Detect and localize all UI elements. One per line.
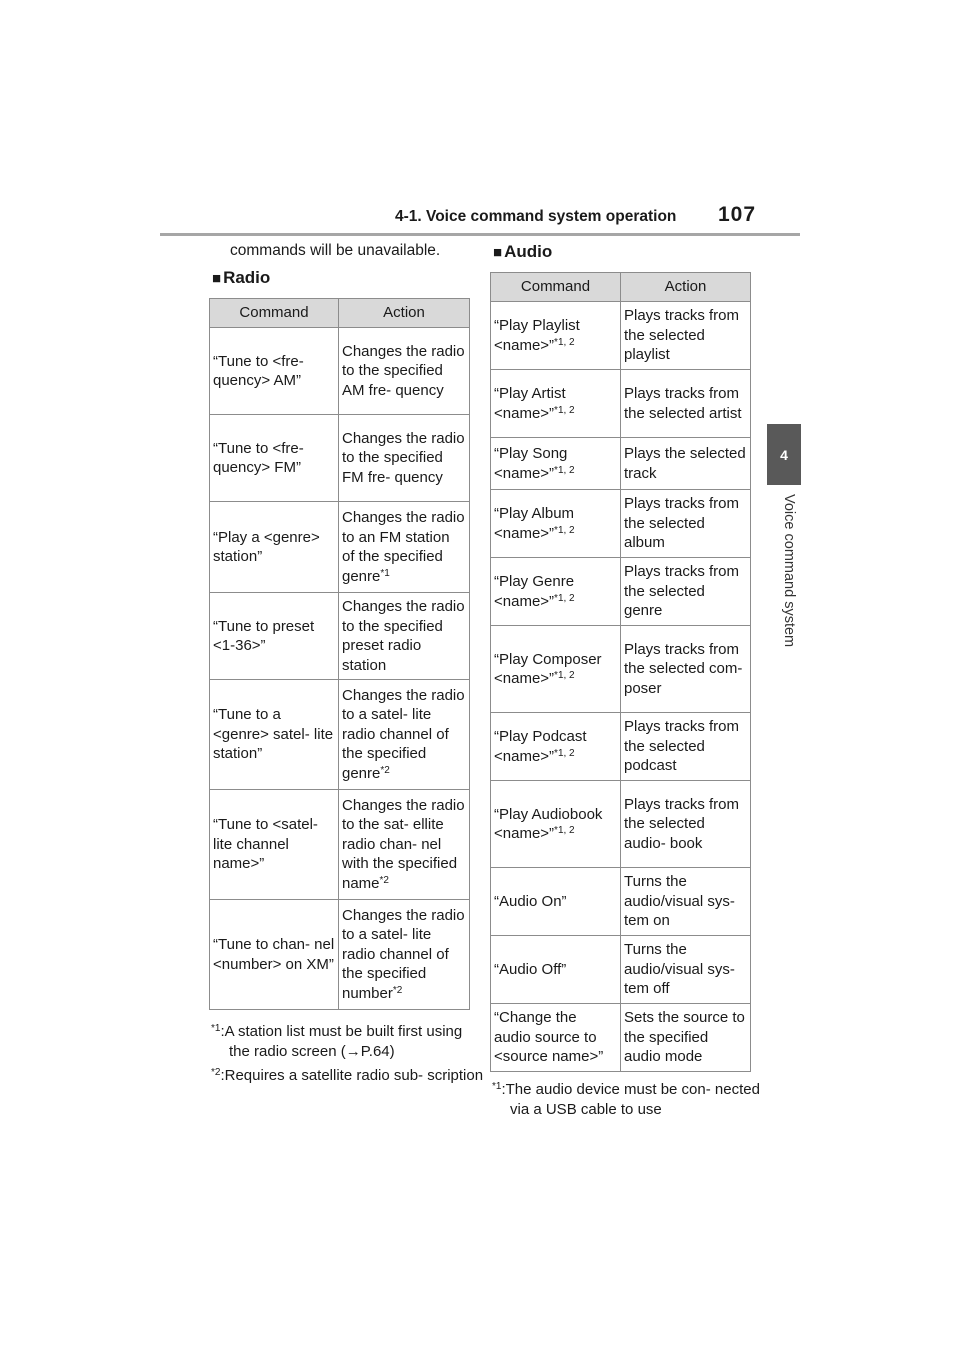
action-cell [339, 790, 470, 900]
footnote-ref: *2 [392, 984, 403, 996]
action-text: Turns the audio/visual sys- tem on [624, 873, 735, 930]
footnote-ref: *1, 2 [554, 336, 575, 348]
action-cell [339, 502, 470, 593]
section-marker-icon: ■ [493, 244, 503, 261]
command-text: “Play a <genre> station” [213, 528, 320, 565]
page-header-title: 4-1. Voice command system operation [395, 208, 677, 225]
radio-command-table [209, 298, 470, 1010]
command-cell [491, 490, 621, 558]
footnote-ref: *1, 2 [554, 404, 575, 416]
table-row [210, 790, 470, 900]
footnote-mark: *1 [492, 1081, 502, 1092]
command-cell [491, 438, 621, 490]
action-text: Changes the radio to the specified AM fre- quency [342, 342, 465, 399]
action-text: Plays tracks from the selected genre [624, 563, 740, 620]
command-cell [210, 502, 339, 593]
footnote [211, 1022, 484, 1062]
footnote-text: :Requires a satellite radio sub- scription [220, 1067, 484, 1084]
section-marker-icon: ■ [212, 270, 222, 287]
table-row [491, 490, 751, 558]
table-row [210, 900, 470, 1010]
command-text: “Tune to <fre- quency> FM” [213, 439, 304, 476]
footnote [492, 1080, 765, 1120]
table-row [491, 302, 751, 370]
command-text: “Play Playlist <name>” [494, 317, 580, 354]
table-header-row [210, 299, 470, 328]
table-row [210, 502, 470, 593]
action-cell [621, 781, 751, 868]
action-cell [621, 490, 751, 558]
chapter-tab: 4 [767, 424, 801, 485]
command-text: “Tune to preset <1-36>” [213, 617, 315, 654]
footnote-ref: *1, 2 [554, 670, 575, 681]
footnote-ref: *1, 2 [554, 464, 575, 476]
command-text: “Audio Off” [494, 960, 567, 978]
command-text: “Play Song <name>” [494, 445, 568, 482]
action-text: Plays the selected track [624, 445, 746, 482]
footnote [211, 1066, 484, 1086]
header-divider [160, 233, 800, 236]
command-cell [210, 328, 339, 415]
column-header-command: Command [210, 299, 339, 328]
command-text: “Tune to a <genre> satel- lite station” [213, 706, 334, 763]
table-row [491, 626, 751, 713]
command-cell [210, 593, 339, 680]
command-text: “Change the audio source to <source name>” [494, 1009, 604, 1066]
command-cell [491, 558, 621, 626]
footnote-mark: *1 [211, 1023, 221, 1034]
table-row [491, 438, 751, 490]
intro-text: commands will be unavailable. [230, 242, 441, 259]
footnote-text: :The audio device must be con- nected via a USB cable to use [501, 1081, 760, 1118]
table-row [210, 593, 470, 680]
audio-command-table [490, 272, 751, 1072]
audio-heading [493, 242, 552, 262]
command-cell [491, 868, 621, 936]
command-text: “Play Album <name>” [494, 505, 575, 542]
action-cell [621, 626, 751, 713]
action-cell [339, 900, 470, 1010]
action-text: Changes the radio to the specified FM fre- quency [342, 429, 465, 486]
table-row [491, 558, 751, 626]
command-text: “Play Artist <name>” [494, 385, 566, 422]
command-cell [210, 680, 339, 790]
command-text: “Tune to <satel- lite channel name>” [213, 816, 318, 873]
action-cell [621, 936, 751, 1004]
table-row [491, 1004, 751, 1072]
command-cell [210, 790, 339, 900]
command-cell [210, 900, 339, 1010]
column-header-action: Action [621, 273, 751, 302]
command-cell [491, 626, 621, 713]
command-cell [491, 302, 621, 370]
action-text: Plays tracks from the selected audio- book [624, 795, 740, 852]
command-text: “Tune to <fre- quency> AM” [213, 352, 304, 389]
command-text: “Play Composer <name>” [494, 650, 602, 687]
action-text: Changes the radio to a satel- lite radio channel of the specified number [342, 906, 465, 1002]
action-text: Plays tracks from the selected playlist [624, 307, 740, 364]
action-cell [339, 328, 470, 415]
table-row [491, 868, 751, 936]
command-text: “Play Audiobook <name>” [494, 805, 603, 842]
action-text: Changes the radio to a satel- lite radio channel of the specified genre [342, 686, 465, 782]
action-cell [621, 868, 751, 936]
table-row [210, 680, 470, 790]
footnote-ref: *2 [379, 874, 389, 886]
action-text: Plays tracks from the selected artist [624, 385, 742, 422]
footnote-ref: *1, 2 [554, 747, 575, 759]
command-cell [491, 781, 621, 868]
command-cell [491, 713, 621, 781]
column-header-action: Action [339, 299, 470, 328]
command-cell [491, 1004, 621, 1072]
column-header-command: Command [491, 273, 621, 302]
footnote-ref: *1 [380, 567, 390, 579]
action-text: Changes the radio to an FM station of the specified genre [342, 509, 465, 585]
action-cell [621, 1004, 751, 1072]
table-row [210, 415, 470, 502]
chapter-side-label: Voice command system [781, 494, 797, 648]
table-row [491, 370, 751, 438]
table-row [210, 328, 470, 415]
action-cell [621, 558, 751, 626]
command-cell [491, 936, 621, 1004]
action-text: Plays tracks from the selected podcast [624, 718, 740, 775]
radio-heading-text: Radio [223, 268, 271, 287]
action-text: Turns the audio/visual sys- tem off [624, 941, 735, 998]
action-cell [621, 370, 751, 438]
action-cell [339, 593, 470, 680]
command-cell [210, 415, 339, 502]
command-cell [491, 370, 621, 438]
action-cell [339, 415, 470, 502]
command-text: “Play Podcast <name>” [494, 728, 587, 765]
footnote-mark: *2 [211, 1067, 221, 1078]
action-cell [621, 302, 751, 370]
command-text: “Audio On” [494, 892, 567, 910]
table-row [491, 936, 751, 1004]
footnote-text: :A station list must be built first using the radio screen (→P.64) [220, 1023, 463, 1060]
action-text: Plays tracks from the selected com- poser [624, 640, 743, 697]
command-text: “Tune to chan- nel <number> on XM” [213, 936, 335, 973]
radio-heading [212, 268, 270, 288]
action-text: Plays tracks from the selected album [624, 495, 740, 552]
action-text: Sets the source to the specified audio mode [624, 1009, 745, 1066]
footnote-ref: *1, 2 [554, 524, 575, 536]
action-cell [621, 713, 751, 781]
table-header-row [491, 273, 751, 302]
action-cell [339, 680, 470, 790]
footnote-ref: *2 [380, 764, 390, 776]
table-row [491, 781, 751, 868]
footnote-ref: *1, 2 [554, 592, 575, 604]
audio-heading-text: Audio [504, 242, 553, 261]
table-row [491, 713, 751, 781]
action-cell [621, 438, 751, 490]
action-text: Changes the radio to the specified preset radio station [342, 598, 465, 674]
command-text: “Play Genre <name>” [494, 573, 575, 610]
footnote-ref: *1, 2 [554, 825, 575, 836]
page-number: 107 [718, 203, 757, 226]
action-text: Changes the radio to the sat- ellite radio chan- nel with the specified name [342, 796, 465, 892]
